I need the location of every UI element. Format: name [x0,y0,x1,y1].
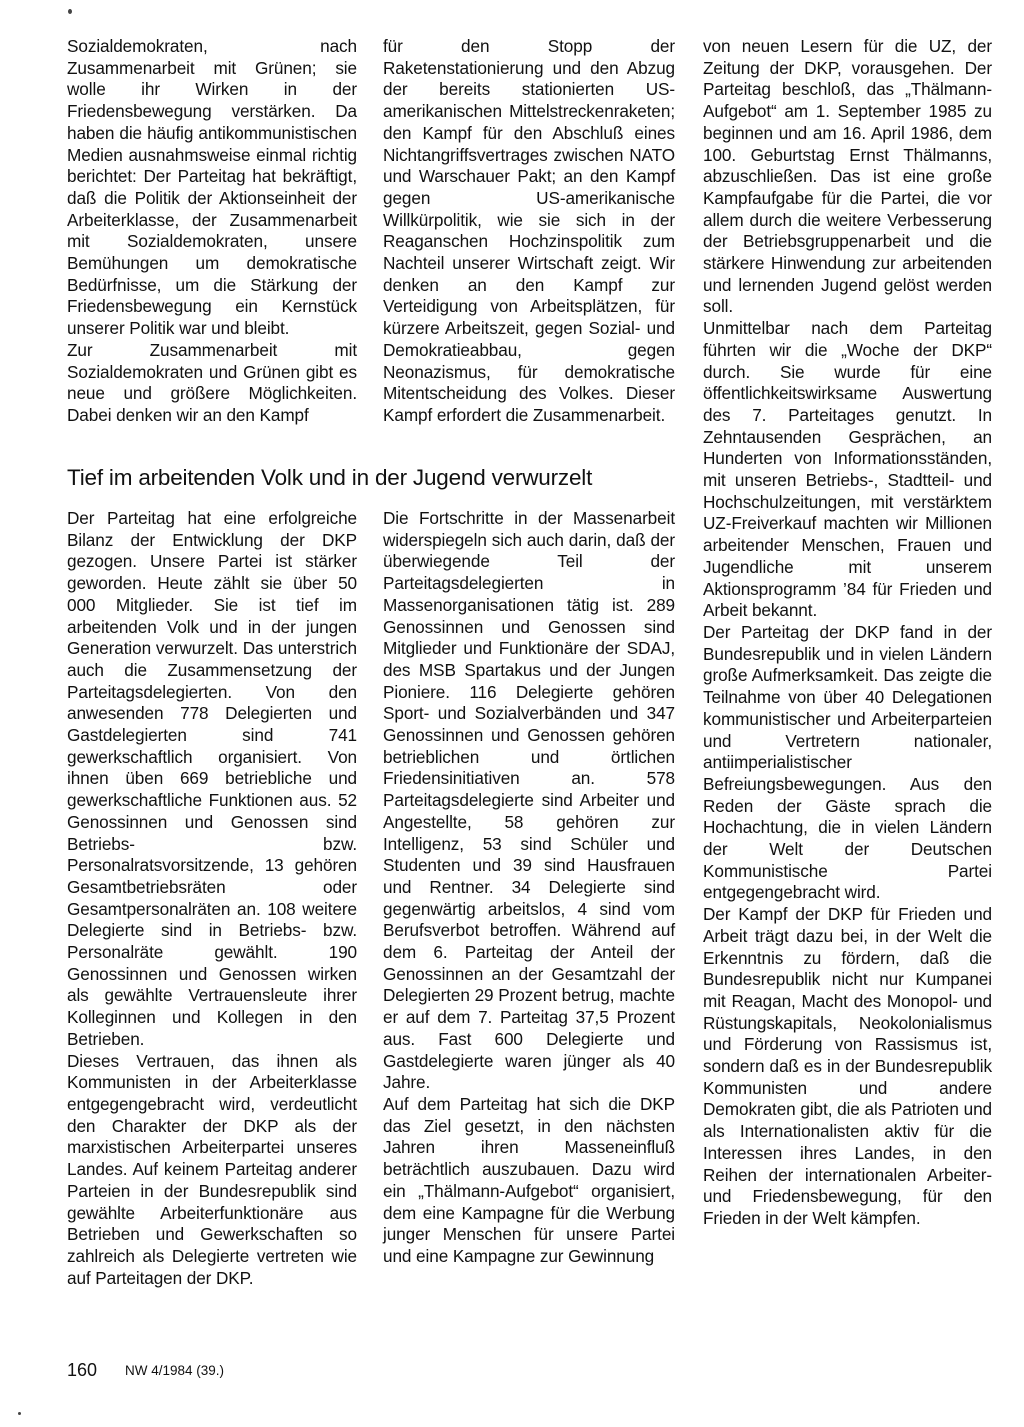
column-bottom-left [67,508,357,1289]
column-top-left [67,36,357,427]
page-number: 160 [67,1360,98,1380]
paragraph: Sozialdemokraten, nach Zusammenarbeit mit Grünen; sie wolle ihr Wirken in der Friedensbewegung verstärken. Da haben die häufig antikommunistischen Medien ausnahmsweise einmal richtig berichtet: Der Parteitag hat bekräftigt, daß die Politik der Aktionseinheit der Arbeiterklasse, der Zusammenarbeit mit Sozialdemokraten, unsere Bemühungen um demokratische Bedürfnisse, um die Stärkung der Friedensbewegung ein Kernstück unserer Politik war und bleibt. [67,36,357,339]
paragraph: Der Parteitag hat eine erfolgreiche Bilanz der Entwicklung der DKP gezogen. Unsere Partei ist stärker geworden. Heute zählt sie über 50 000 Mitglieder. Sie ist tief im arbeitenden Volk und in der jungen Generation verwurzelt. Das unterstrich auch die Zusammensetzung der Parteitagsdelegierten. Von den anwesenden 778 Delegierten und Gastdelegierten sind 741 gewerkschaftlich organisiert. Von ihnen üben 669 betriebliche und gewerkschaftliche Funktionen aus. 52 Genossinnen und Genossen sind Betriebs- bzw. Personalratsvorsitzende, 13 gehören Gesamtbetriebsräten oder Gesamtpersonalräten an. 108 weitere Delegierte sind in Betriebs- bzw. Personalräte gewählt. 190 Genossinnen und Genossen wirken als gewählte Vertrauensleute ihrer Kolleginnen und Kollegen in den Betrieben. [67,508,357,1049]
paragraph: von neuen Lesern für die UZ, der Zeitung der DKP, vorausgehen. Der Parteitag beschloß, das „Thälmann-Aufgebot“ am 1. September 1985 zu beginnen und am 16. April 1986, dem 100. Geburtstag Ernst Thälmanns, abzuschließen. Das ist eine große Kampfaufgabe für die Partei, die vor allem durch die weitere Verbesserung der Betriebsgruppenarbeit und die stärkere Hinwendung zur arbeitenden und lernenden Jugend gelöst werden soll. [703,36,992,317]
scan-speck [18,1412,21,1415]
section-headline: Tief im arbeitenden Volk und in der Jugend verwurzelt [67,465,593,490]
paragraph: Dieses Vertrauen, das ihnen als Kommunisten in der Arbeiterklasse entgegengebracht wird, verdeutlicht den Charakter der DKP als der marxistischen Arbeiterpartei unseres Landes. Auf keinem Parteitag anderer Parteien in der Bundesrepublik sind gewählte Arbeiterfunktionäre aus Betrieben und Gewerkschaften so zahlreich als Delegierte vertreten wie auf Parteitagen der DKP. [67,1050,357,1288]
column-right [703,36,992,1230]
paragraph: Die Fortschritte in der Massenarbeit widerspiegeln sich auch darin, daß der überwiegende Teil der Parteitagsdelegierten in Massenorganisationen tätig ist. 289 Genossinnen und Genossen sind Mitglieder und Funktionäre der SDAJ, des MSB Spartakus und der Jungen Pioniere. 116 Delegierte gehören Sport- und Sozialverbänden und 347 Genossinnen und Genossen gehören betrieblichen und örtlichen Friedensinitiativen an. 578 Parteitagsdelegierte sind Arbeiter und Angestellte, 58 gehören zur Intelligenz, 53 sind Schüler und Studenten und 39 sind Hausfrauen und Rentner. 34 Delegierte sind gegenwärtig arbeitslos, 4 sind vom Berufsverbot betroffen. Während auf dem 6. Parteitag der Anteil der Genossinnen an der Gesamtzahl der Delegierten 29 Prozent betrug, machte er auf dem 7. Parteitag 37,5 Prozent aus. Fast 600 Delegierte und Gastdelegierte waren jünger als 40 Jahre. [383,508,675,1093]
paragraph: Auf dem Parteitag hat sich die DKP das Ziel gesetzt, in den nächsten Jahren ihren Masseneinfluß beträchtlich auszubauen. Dazu wird ein „Thälmann-Aufgebot“ organisiert, dem eine Kampagne für die Werbung junger Menschen für unsere Partei und eine Kampagne zur Gewinnung [383,1093,675,1266]
column-bottom-middle [383,508,675,1268]
scan-speck [68,9,72,14]
column-top-middle [383,36,675,427]
issue-reference: NW 4/1984 (39.) [125,1363,225,1378]
paragraph: Der Parteitag der DKP fand in der Bundesrepublik und in vielen Ländern große Aufmerksamkeit. Das zeigte die Teilnahme von über 40 Delegationen kommunistischer und Arbeiterparteien und Vertretern nationaler, antiimperialistischer Befreiungsbewegungen. Aus den Reden der Gäste sprach die Hochachtung, die in vielen Ländern der Welt der Deutschen Kommunistische Partei entgegengebracht wird. [703,621,992,903]
paragraph: Der Kampf der DKP für Frieden und Arbeit trägt dazu bei, in der Welt die Erkenntnis zu fördern, daß die Bundesrepublik nicht nur Kumpanei mit Reagan, Macht des Monopol- und Rüstungskapitals, Neokolonialismus und Förderung von Rassismus ist, sondern daß es in der Bundesrepublik Kommunisten und andere Demokraten gibt, die als Patrioten und als Internationalisten aktiv für die Interessen ihres Landes, in den Reihen der internationalen Arbeiter- und Friedensbewegung, für den Frieden in der Welt kämpfen. [703,904,992,1228]
paragraph: Zur Zusammenarbeit mit Sozialdemokraten und Grünen gibt es neue und größere Möglichkeiten. Dabei denken wir an den Kampf [67,339,357,425]
paragraph: Unmittelbar nach dem Parteitag führten wir die „Woche der DKP“ durch. Sie wurde für eine öffentlichkeitswirksame Auswertung des 7. Parteitages genutzt. In Zehntausenden Gesprächen, an Hunderten von Informationsständen, mit unseren Betriebs-, Stadtteil- und Hochschulzeitungen, mit verstärktem UZ-Freiverkauf machten wir Millionen arbeitender Menschen, Frauen und Jugendliche mit unserem Aktionsprogramm ’84 für Frieden und Arbeit bekannt. [703,318,992,621]
paragraph: für den Stopp der Raketenstationierung und den Abzug der bereits stationierten US-amerikanischen Mittelstreckenraketen; den Kampf für den Abschluß eines Nichtangriffsvertrages zwischen NATO und Warschauer Pakt; an den Kampf gegen US-amerikanische Willkürpolitik, wie sie sich in der Reaganschen Hochzinspolitik zum Nachteil unserer Wirtschaft zeigt. Wir denken an den Kampf zur Verteidigung von Arbeitsplätzen, für kürzere Arbeitszeit, gegen Sozial- und Demokratieabbau, gegen Neonazismus, für demokratische Mitentscheidung des Volkes. Dieser Kampf erfordert die Zusammenarbeit. [383,36,675,425]
